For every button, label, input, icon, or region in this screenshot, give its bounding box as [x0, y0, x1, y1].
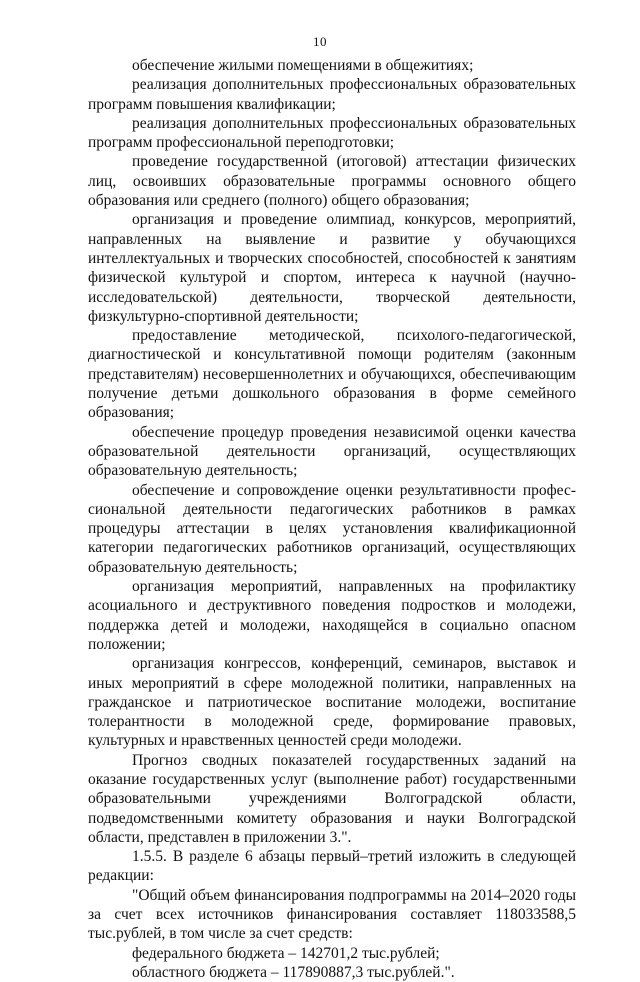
paragraph-federal-budget: федерального бюджета – 142701,2 тыс.рублей; — [132, 944, 440, 962]
paragraph-regional-budget: областного бюджета – 117890887,3 тыс.рублей.". — [132, 963, 455, 981]
paragraph-prevention: организация мероприятий, направленных на профилактику асоциального и деструктивного поведения подростков и молодежи, поддержка детей и молодежи, находящейся в социально опасном положении; — [88, 578, 576, 653]
paragraph-olympiads: организация и проведение олимпиад, конкурсов, мероприятий, направленных на выявление и развитие у обучающихся интеллектуальных и творческих способностей, способностей к занятиям физической культурой и спортом, интереса к научной (научно-исследовательской) деятельности, творческой деятельности, физкультурно-спортивной деятельности; — [88, 211, 576, 325]
paragraph-qualification-programs: реализация дополнительных профессиональных образовательных программ повышения квалификации; — [88, 76, 576, 113]
paragraph-dormitory-housing: обеспечение жилыми помещениями в общежитиях; — [132, 57, 474, 74]
paragraph-teacher-attestation: обеспечение и сопровождение оценки результативности профессиональной деятельности педагогических работников в рамках процедуры аттестации в целях установления квалификационной категории педагогических работников организаций, осуществляющих образовательную деятельность; — [88, 481, 576, 576]
paragraph-independent-assessment: обеспечение процедур проведения независимой оценки качества образовательной деятельности организаций, осуществляющих образовательную деятельность; — [88, 423, 576, 480]
paragraph-youth-events: организация конгрессов, конференций, семинаров, выставок и иных мероприятий в сфере молодежной политики, направленных на гражданское и патриотическое воспитание молодежи, воспитание толерантности в молодежной среде, формирование правовых, культурных и нравственных ценностей среди молодежи. — [88, 655, 576, 750]
paragraph-methodical-assistance: предоставление методической, психолого-педагогической, диагностической и консультативной помощи родителям (законным представителям) несовершеннолетних и обучающихся, обеспечивающим получение детьми дошкольного образования в форме семейного образования; — [88, 327, 576, 422]
page-number: 10 — [313, 34, 327, 49]
document-body — [88, 56, 576, 982]
paragraph-retraining-programs: реализация дополнительных профессиональных образовательных программ профессиональной переподготовки; — [88, 114, 576, 152]
paragraph-section-amendment: 1.5.5. В разделе 6 абзацы первый–третий изложить в следующей редакции: — [88, 848, 576, 885]
paragraph-forecast: Прогноз сводных показателей государственных заданий на оказание государственных услуг (выполнение работ) государственными образовательными учреждениями Волгоградской области, подведомственными комитету образования и науки Волгоградской области, представлен в приложении 3.". — [88, 751, 576, 846]
paragraph-total-funding: "Общий объем финансирования подпрограммы на 2014–2020 годы за счет всех источников финансирования составляет 118033588,5 тыс.рублей, в том числе за счет средств: — [88, 886, 576, 943]
paragraph-state-attestation: проведение государственной (итоговой) аттестации физических лиц, освоивших образовательные программы основного общего образования или среднего (полного) общего образования; — [88, 153, 576, 210]
